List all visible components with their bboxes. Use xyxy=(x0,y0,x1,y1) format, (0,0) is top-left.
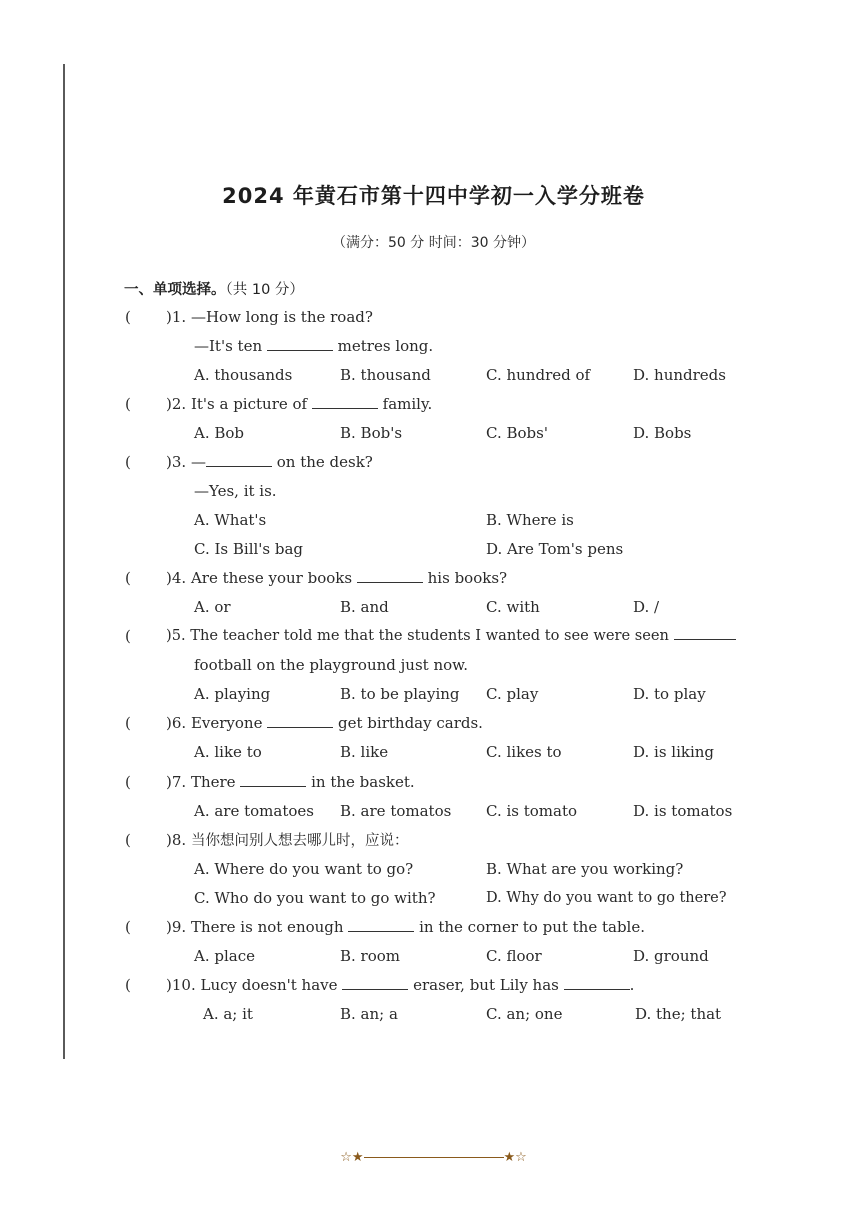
option[interactable]: B. room xyxy=(340,947,401,965)
option[interactable]: A. Where do you want to go? xyxy=(194,860,414,878)
answer-paren: ( xyxy=(125,569,131,587)
blank[interactable] xyxy=(267,338,333,351)
question-7: )7. There in the basket. xyxy=(166,773,415,791)
page-footer xyxy=(0,1150,867,1165)
option[interactable]: D. hundreds xyxy=(633,366,726,384)
blank[interactable] xyxy=(564,977,630,990)
option[interactable]: D. the; that xyxy=(635,1005,722,1023)
question-8: )8. 当你想问别人想去哪儿时，应说： xyxy=(166,831,409,849)
star-icon: ☆★ xyxy=(340,1150,364,1165)
option[interactable]: C. with xyxy=(486,598,540,616)
answer-paren: ( xyxy=(125,976,131,994)
option[interactable]: B. Bob's xyxy=(340,424,403,442)
question-4: )4. Are these your books his books? xyxy=(166,569,508,587)
blank[interactable] xyxy=(674,627,736,640)
option[interactable]: C. play xyxy=(486,685,539,703)
blank[interactable] xyxy=(342,977,408,990)
question-2: )2. It's a picture of family. xyxy=(166,395,433,413)
answer-paren: ( xyxy=(125,918,131,936)
option[interactable]: A. place xyxy=(194,947,255,965)
option[interactable]: A. Bob xyxy=(194,424,245,442)
option[interactable]: A. playing xyxy=(194,685,271,703)
option[interactable]: A. thousands xyxy=(194,366,293,384)
option[interactable]: B. to be playing xyxy=(340,685,460,703)
option[interactable]: D. / xyxy=(633,598,660,616)
answer-paren: ( xyxy=(125,831,131,849)
answer-paren: ( xyxy=(125,308,131,326)
star-icon: ★☆ xyxy=(503,1150,527,1165)
option[interactable]: D. is liking xyxy=(633,743,715,761)
option[interactable]: B. Where is xyxy=(486,511,574,529)
footer-divider xyxy=(364,1157,504,1158)
blank[interactable] xyxy=(240,774,306,787)
option[interactable]: B. What are you working? xyxy=(486,860,684,878)
question-5-cont: football on the playground just now. xyxy=(194,656,468,674)
option[interactable]: A. What's xyxy=(194,511,267,529)
option[interactable]: D. ground xyxy=(633,947,709,965)
section-points: （共 10 分） xyxy=(225,282,304,298)
blank[interactable] xyxy=(348,919,414,932)
option[interactable]: D. Bobs xyxy=(633,424,692,442)
question-3: )3. — on the desk? xyxy=(166,453,373,471)
page-subtitle: （满分：50 分 时间：30 分钟） xyxy=(332,235,535,251)
option[interactable]: D. Why do you want to go there? xyxy=(486,890,727,906)
blank[interactable] xyxy=(357,570,423,583)
answer-paren: ( xyxy=(125,395,131,413)
option[interactable]: C. Bobs' xyxy=(486,424,548,442)
option[interactable]: C. floor xyxy=(486,947,542,965)
answer-paren: ( xyxy=(125,714,131,732)
question-6: )6. Everyone get birthday cards. xyxy=(166,714,483,732)
section-heading xyxy=(124,278,304,299)
answer-paren: ( xyxy=(125,627,131,645)
option[interactable]: C. is tomato xyxy=(486,802,578,820)
option[interactable]: B. an; a xyxy=(340,1005,398,1023)
option[interactable]: A. are tomatoes xyxy=(194,802,314,820)
question-5: )5. The teacher told me that the students I wanted to see were seen xyxy=(166,627,736,645)
blank[interactable] xyxy=(206,454,272,467)
option[interactable]: B. and xyxy=(340,598,389,616)
option[interactable]: C. hundred of xyxy=(486,366,591,384)
option[interactable]: C. likes to xyxy=(486,743,562,761)
question-1: )1. —How long is the road? xyxy=(166,308,373,326)
option[interactable]: C. an; one xyxy=(486,1005,563,1023)
blank[interactable] xyxy=(267,715,333,728)
option[interactable]: D. is tomatos xyxy=(633,802,733,820)
section-label: 一、单项选择。 xyxy=(124,282,226,298)
option[interactable]: B. thousand xyxy=(340,366,431,384)
question-1-answer: —It's ten metres long. xyxy=(194,337,434,355)
option[interactable]: C. Is Bill's bag xyxy=(194,540,304,558)
option[interactable]: B. like xyxy=(340,743,389,761)
answer-paren: ( xyxy=(125,453,131,471)
question-10: )10. Lucy doesn't have eraser, but Lily has . xyxy=(166,976,635,994)
blank[interactable] xyxy=(312,396,378,409)
option[interactable]: C. Who do you want to go with? xyxy=(194,889,436,907)
question-9: )9. There is not enough in the corner to put the table. xyxy=(166,918,645,936)
answer-paren: ( xyxy=(125,773,131,791)
option[interactable]: D. to play xyxy=(633,685,706,703)
page-title: 2024 年黄石市第十四中学初一入学分班卷 xyxy=(222,184,645,208)
option[interactable]: A. a; it xyxy=(203,1005,253,1023)
option[interactable]: B. are tomatos xyxy=(340,802,452,820)
question-3-answer: —Yes, it is. xyxy=(194,482,277,500)
margin-rule xyxy=(63,64,65,1059)
option[interactable]: A. like to xyxy=(194,743,262,761)
option[interactable]: A. or xyxy=(194,598,231,616)
option[interactable]: D. Are Tom's pens xyxy=(486,540,624,558)
